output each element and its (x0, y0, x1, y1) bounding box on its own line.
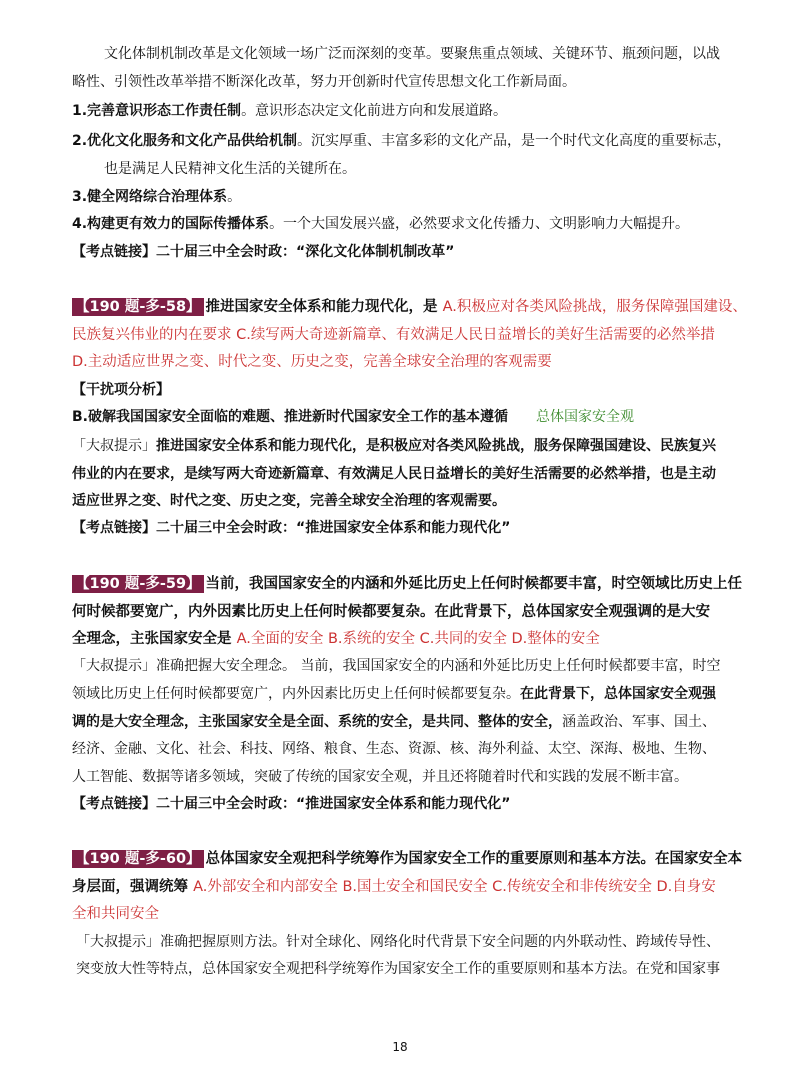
intro-item-4 (72, 213, 689, 235)
page-number: 18 (392, 1040, 408, 1054)
q59-tip-text-2: 领域比历史上任何时候都要宽广，内外因素比历史上任何时候都要复杂。 (72, 686, 520, 702)
intro-item-1-text: 。意识形态决定文化前进方向和发展道路。 (241, 103, 508, 119)
q60-tip-line-2: 突变放大性等特点，总体国家安全观把科学统筹作为国家安全工作的重要原则和基本方法。在党和国家事 (76, 961, 720, 977)
q58-line-1 (72, 296, 747, 318)
q59-options: A.全面的安全 B.系统的安全 C.共同的安全 D.整体的安全 (236, 631, 600, 647)
q59-tip-text-3-bold: 调的是大安全理念，主张国家安全是全面、系统的安全，是共同、整体的安全， (72, 714, 562, 730)
intro-item-2-title: 2.优化文化服务和文化产品供给机制 (72, 133, 298, 149)
intro-item-1-title: 1.完善意识形态工作责任制 (72, 103, 242, 119)
q60-question-1: 总体国家安全观把科学统筹作为国家安全工作的重要原则和基本方法。在国家安全本 (205, 851, 743, 867)
q60-line-1 (72, 848, 742, 870)
q58-question: 推进国家安全体系和能力现代化，是 (205, 299, 443, 315)
q59-tip-line-1 (72, 655, 720, 677)
intro-link: 【考点链接】二十届三中全会时政：“深化文化体制机制改革” (72, 244, 455, 260)
q58-distract-b-text: B.破解我国国家安全面临的难题、推进新时代国家安全工作的基本遵循 (72, 409, 508, 425)
q60-tip-line-1 (76, 931, 720, 953)
q59-tip-text-1: 准确把握大安全理念。 当前，我国国家安全的内涵和外延比历史上任何时候都要丰富，时空 (156, 658, 721, 674)
q59-tip-line-4: 经济、金融、文化、社会、科技、网络、粮食、生态、资源、核、海外利益、太空、深海、极地、生物、 (72, 741, 716, 757)
q60-tag: 【190 题-多-60】 (72, 850, 204, 868)
q59-line-1 (72, 573, 742, 595)
intro-line-1: 文化体制机制改革是文化领域一场广泛而深刻的变革。要聚焦重点领域、关键环节、瓶颈问题，以战 (104, 46, 720, 62)
q58-distract-b (72, 406, 634, 428)
q59-tag: 【190 题-多-59】 (72, 575, 204, 593)
q60-line-2 (72, 876, 716, 898)
q58-option-a: A.积极应对各类风险挑战，服务保障强国建设、 (442, 299, 747, 315)
intro-item-2-cont: 也是满足人民精神文化生活的关键所在。 (104, 161, 356, 177)
q58-line-3: D.主动适应世界之变、时代之变、历史之变，完善全球安全治理的客观需要 (72, 354, 552, 370)
q59-tip-line-3 (72, 711, 716, 733)
q59-tip-line-2 (72, 683, 716, 705)
q59-tip-text-3: 涵盖政治、军事、国土、 (562, 714, 716, 730)
q58-tip-label: 「大叔提示」 (72, 438, 156, 454)
intro-item-3-text: 。 (227, 189, 242, 205)
q59-tip-line-5: 人工智能、数据等诸多领域，突破了传统的国家安全观，并且还将随着时代和实践的发展不断丰富。 (72, 769, 688, 785)
intro-item-4-title: 4.构建更有效力的国际传播体系 (72, 216, 270, 232)
intro-item-1 (72, 100, 507, 122)
intro-item-2 (72, 130, 731, 152)
q58-distract-head: 【干扰项分析】 (72, 382, 170, 398)
q58-tip-text-1: 推进国家安全体系和能力现代化，是积极应对各类风险挑战，服务保障强国建设、民族复兴 (156, 438, 716, 454)
q59-question-3: 全理念，主张国家安全是 (72, 631, 237, 647)
q60-tip-text-1: 准确把握原则方法。针对全球化、网络化时代背景下安全问题的内外联动性、跨域传导性、 (160, 934, 720, 950)
q58-link: 【考点链接】二十届三中全会时政：“推进国家安全体系和能力现代化” (72, 520, 511, 536)
q60-tip-label: 「大叔提示」 (76, 934, 160, 950)
q58-tip-line-2: 伟业的内在要求，是续写两大奇迹新篇章、有效满足人民日益增长的美好生活需要的必然举措，也是主动 (72, 466, 716, 482)
q58-tag: 【190 题-多-58】 (72, 298, 204, 316)
intro-item-2-text: 。沉实厚重、丰富多彩的文化产品，是一个时代文化高度的重要标志， (297, 133, 732, 149)
q59-link: 【考点链接】二十届三中全会时政：“推进国家安全体系和能力现代化” (72, 796, 511, 812)
q58-tip-line-3: 适应世界之变、时代之变、历史之变，完善全球安全治理的客观需要。 (72, 493, 506, 509)
q60-line-3: 全和共同安全 (72, 906, 159, 922)
intro-line-2: 略性、引领性改革举措不断深化改革，努力开创新时代宣传思想文化工作新局面。 (72, 74, 576, 90)
q60-question-2: 身层面，强调统筹 (72, 879, 194, 895)
q58-line-2: 民族复兴伟业的内在要求 C.续写两大奇迹新篇章、有效满足人民日益增长的美好生活需要的必然举措 (72, 327, 715, 343)
q59-tip-label: 「大叔提示」 (72, 658, 156, 674)
q58-distract-note: 总体国家安全观 (536, 409, 634, 425)
intro-item-4-text: 。一个大国发展兴盛，必然要求文化传播力、文明影响力大幅提升。 (269, 216, 690, 232)
intro-item-3-title: 3.健全网络综合治理体系 (72, 189, 228, 205)
intro-item-3 (72, 186, 241, 208)
q58-tip-line-1 (72, 435, 716, 457)
q59-question-1: 当前，我国国家安全的内涵和外延比历史上任何时候都要丰富，时空领域比历史上任 (205, 576, 743, 592)
q60-options: A.外部安全和内部安全 B.国土安全和国民安全 C.传统安全和非传统安全 D.自身安 (193, 879, 716, 895)
q59-line-3 (72, 628, 600, 650)
q59-line-2: 何时候都要宽广，内外因素比历史上任何时候都要复杂。在此背景下，总体国家安全观强调的是大安 (72, 604, 710, 620)
q59-tip-text-2-bold: 在此背景下，总体国家安全观强 (520, 686, 716, 702)
